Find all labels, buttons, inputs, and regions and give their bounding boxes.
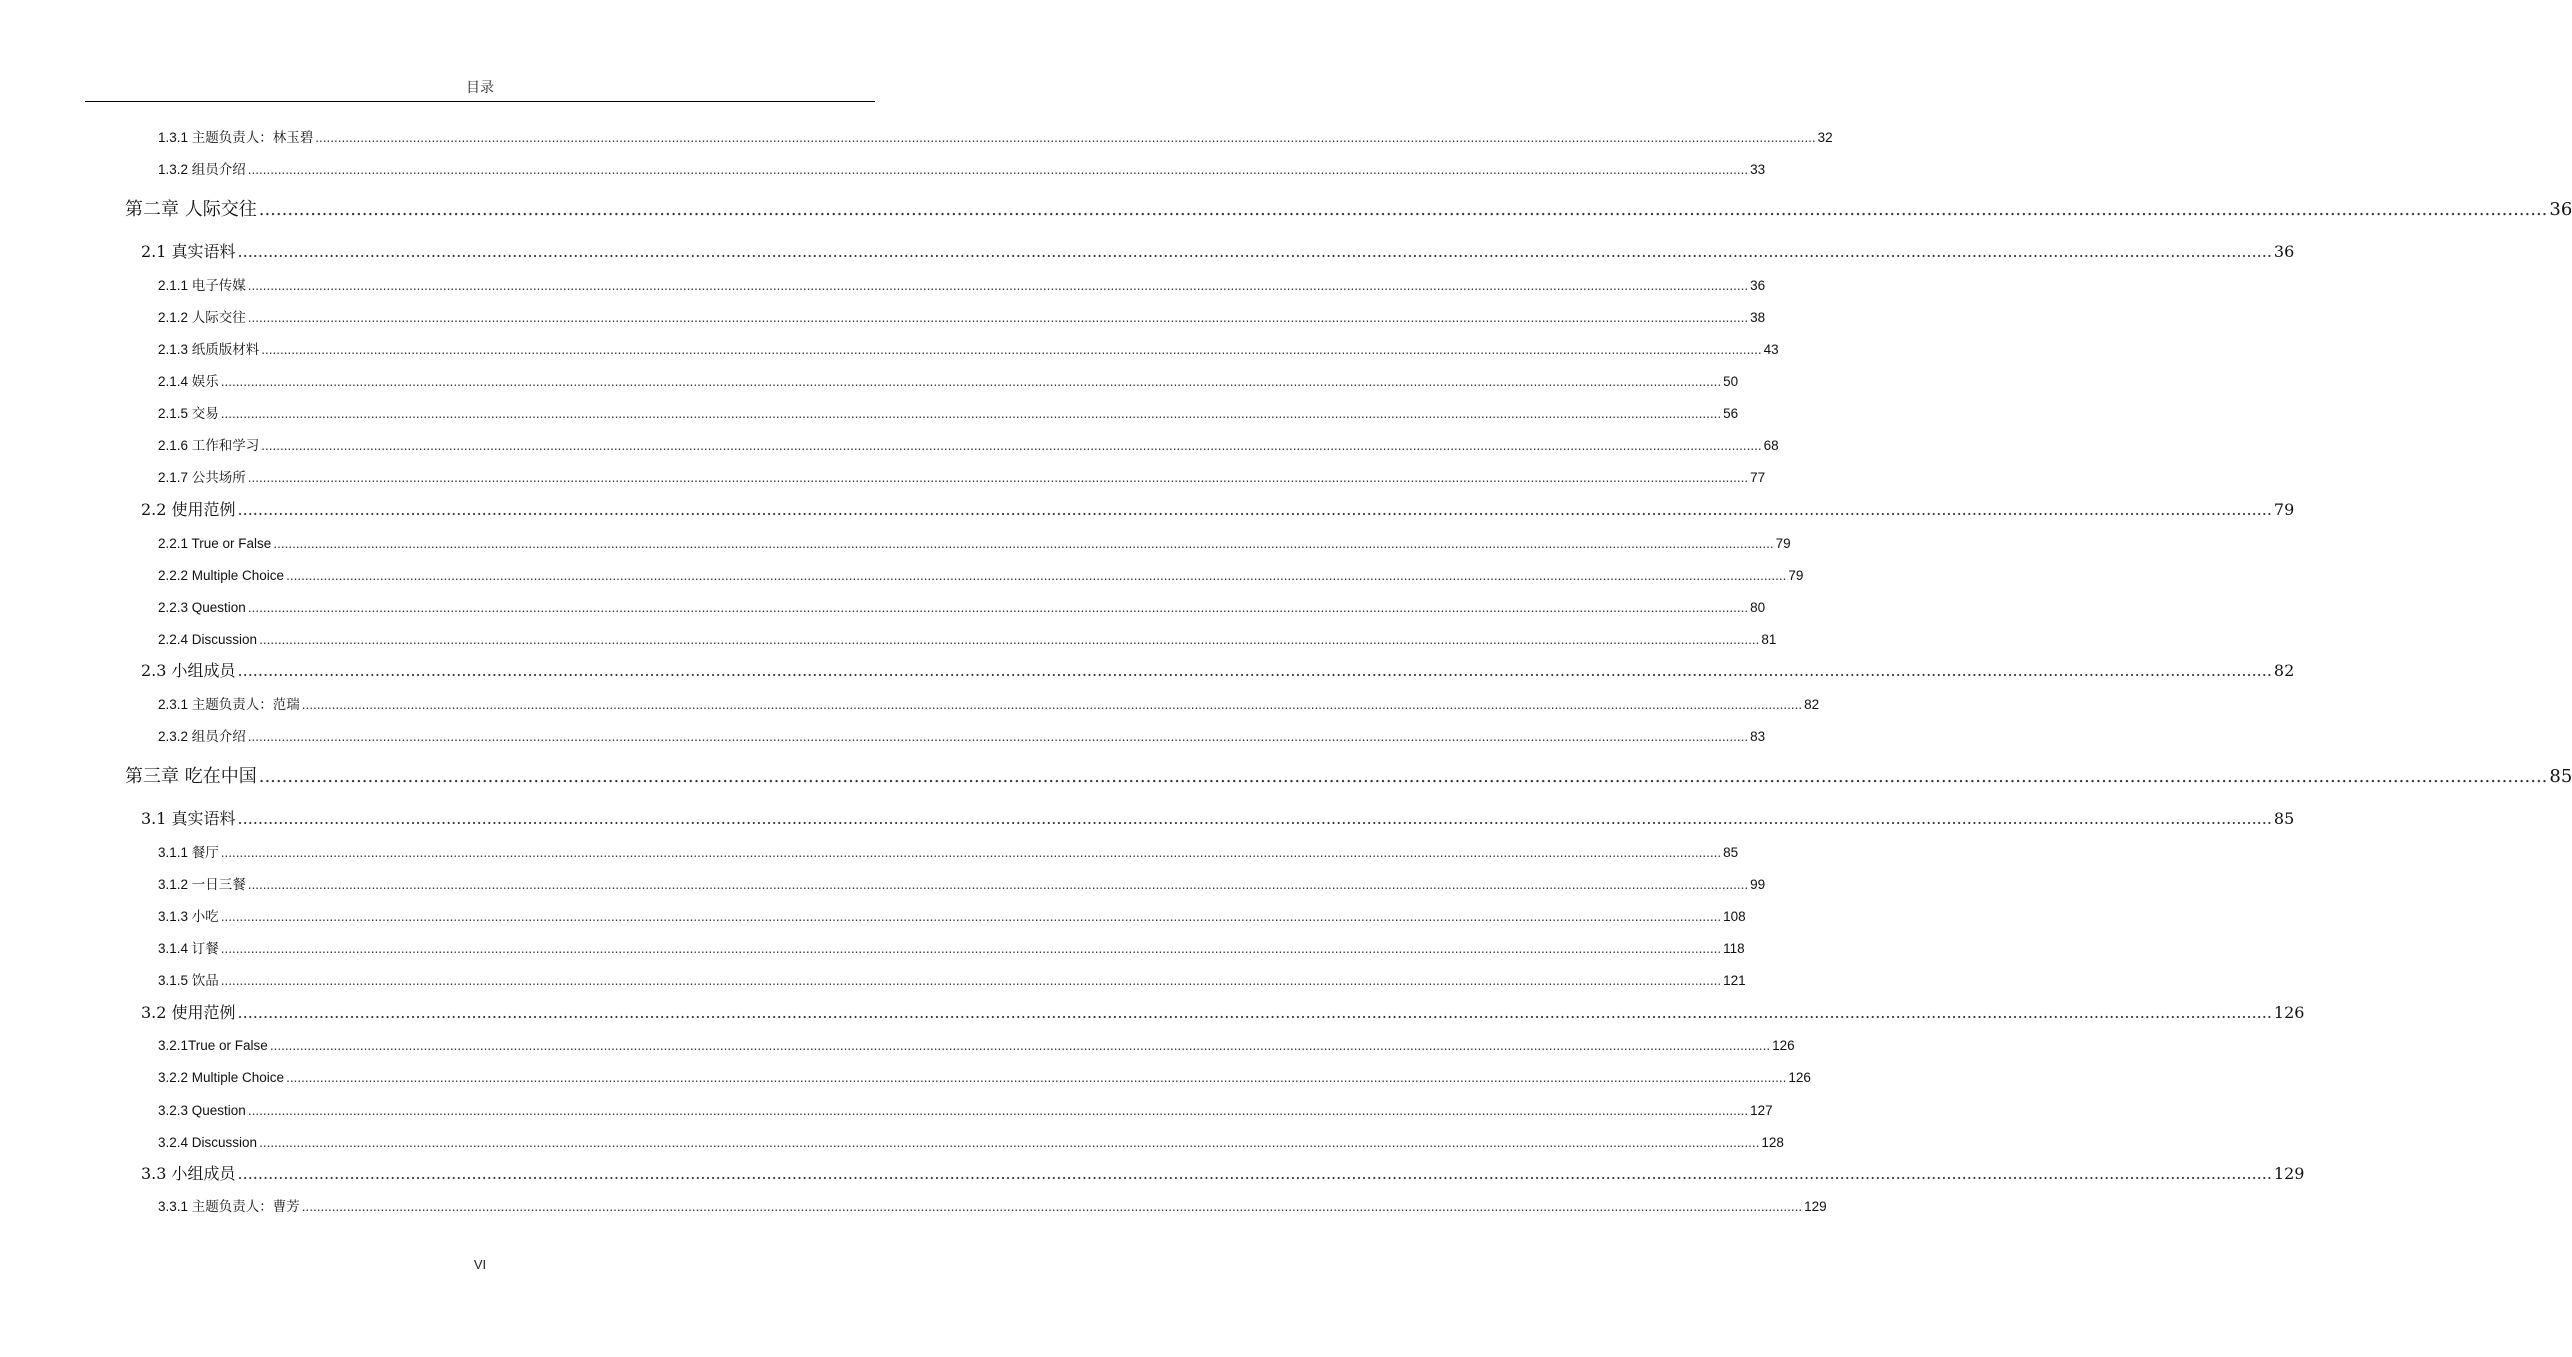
toc-entry-title: 3.1.5 饮品 <box>158 973 219 988</box>
toc-entry[interactable] <box>158 875 1766 895</box>
toc-entry[interactable] <box>158 566 1804 586</box>
toc-dot-leader: ................................................................................................................................................................................................................................................................................................................................................................................................................ <box>247 1103 1749 1118</box>
toc-entry-title: 2.2.2 Multiple Choice <box>158 568 285 583</box>
toc-entry-page: 118 <box>1723 941 1745 956</box>
toc-entry-title: 2.1.2 人际交往 <box>158 310 246 325</box>
toc-entry-page: 79 <box>2273 500 2295 519</box>
toc-dot-leader: ................................................................................................................................................................................................................................................................................................................................................................................................................ <box>237 500 2272 519</box>
toc-entry[interactable] <box>125 197 2572 223</box>
toc-dot-leader: ................................................................................................................................................................................................................................................................................................................................................................................................................ <box>261 342 1762 357</box>
toc-entry-page: 38 <box>1750 310 1766 325</box>
toc-dot-leader: ................................................................................................................................................................................................................................................................................................................................................................................................................ <box>269 1038 1771 1053</box>
toc-entry-title: 2.3 小组成员 <box>141 661 236 680</box>
toc-entry[interactable] <box>141 660 2295 682</box>
toc-entry[interactable] <box>158 843 1739 863</box>
toc-entry[interactable] <box>158 598 1766 618</box>
toc-dot-leader: ................................................................................................................................................................................................................................................................................................................................................................................................................ <box>237 1003 2272 1022</box>
toc-entry-title: 2.1.7 公共场所 <box>158 470 246 485</box>
toc-entry-page: 108 <box>1723 909 1746 924</box>
toc-entry-page: 83 <box>1750 729 1766 744</box>
toc-entry-page: 126 <box>1788 1070 1811 1085</box>
toc-entry-title: 3.2.1True or False <box>158 1038 268 1053</box>
toc-dot-leader: ................................................................................................................................................................................................................................................................................................................................................................................................................ <box>247 877 1749 892</box>
toc-dot-leader: ................................................................................................................................................................................................................................................................................................................................................................................................................ <box>258 766 2548 787</box>
toc-entry-title: 2.1.5 交易 <box>158 406 219 421</box>
toc-dot-leader: ................................................................................................................................................................................................................................................................................................................................................................................................................ <box>220 973 1722 988</box>
toc-dot-leader: ................................................................................................................................................................................................................................................................................................................................................................................................................ <box>259 1135 1760 1150</box>
toc-entry[interactable] <box>158 372 1739 392</box>
toc-entry[interactable] <box>158 160 1766 180</box>
toc-dot-leader: ................................................................................................................................................................................................................................................................................................................................................................................................................ <box>247 310 1749 325</box>
toc-entry-title: 2.2.4 Discussion <box>158 632 258 647</box>
toc-entry[interactable] <box>158 1197 1827 1217</box>
toc-dot-leader: ................................................................................................................................................................................................................................................................................................................................................................................................................ <box>259 632 1760 647</box>
toc-entry-title: 2.1.3 纸质版材料 <box>158 342 260 357</box>
toc-entry-page: 85 <box>2549 766 2572 787</box>
toc-entry-title: 3.1.1 餐厅 <box>158 845 219 860</box>
toc-dot-leader: ................................................................................................................................................................................................................................................................................................................................................................................................................ <box>237 809 2272 828</box>
toc-entry-title: 3.2.3 Question <box>158 1103 246 1118</box>
toc-entry-page: 33 <box>1750 162 1766 177</box>
toc-dot-leader: ................................................................................................................................................................................................................................................................................................................................................................................................................ <box>247 278 1749 293</box>
toc-entry-page: 81 <box>1761 632 1777 647</box>
toc-entry[interactable] <box>158 1068 1811 1088</box>
toc-entry-title: 3.3.1 主题负责人：曹芳 <box>158 1199 300 1214</box>
toc-dot-leader: ................................................................................................................................................................................................................................................................................................................................................................................................................ <box>220 845 1722 860</box>
toc-dot-leader: ................................................................................................................................................................................................................................................................................................................................................................................................................ <box>286 1070 1787 1085</box>
toc-entry-title: 2.1.4 娱乐 <box>158 374 219 389</box>
toc-entry-page: 79 <box>1775 536 1791 551</box>
toc-entry-page: 36 <box>1750 278 1766 293</box>
toc-entry-title: 3.2 使用范例 <box>141 1003 236 1022</box>
toc-entry-title: 2.1.1 电子传媒 <box>158 278 246 293</box>
toc-entry[interactable] <box>158 695 1820 715</box>
toc-entry-page: 85 <box>1723 845 1739 860</box>
toc-entry-title: 2.1 真实语料 <box>141 242 236 261</box>
toc-dot-leader: ................................................................................................................................................................................................................................................................................................................................................................................................................ <box>286 568 1787 583</box>
toc-dot-leader: ................................................................................................................................................................................................................................................................................................................................................................................................................ <box>258 199 2548 220</box>
toc-entry-page: 36 <box>2549 199 2572 220</box>
toc-entry[interactable] <box>125 764 2572 790</box>
toc-entry-page: 68 <box>1763 438 1779 453</box>
toc-entry[interactable] <box>158 404 1739 424</box>
toc-entry-page: 79 <box>1788 568 1804 583</box>
toc-entry[interactable] <box>158 308 1766 328</box>
toc-entry-title: 3.1.4 订餐 <box>158 941 219 956</box>
toc-dot-leader: ................................................................................................................................................................................................................................................................................................................................................................................................................ <box>261 438 1762 453</box>
toc-entry-title: 2.2 使用范例 <box>141 500 236 519</box>
toc-entry-page: 82 <box>1804 697 1820 712</box>
toc-entry-page: 32 <box>1817 130 1833 145</box>
toc-entry[interactable] <box>158 630 1777 650</box>
toc-entry-title: 3.1.3 小吃 <box>158 909 219 924</box>
toc-dot-leader: ................................................................................................................................................................................................................................................................................................................................................................................................................ <box>247 470 1749 485</box>
toc-entry-title: 1.3.2 组员介绍 <box>158 162 246 177</box>
toc-entry-title: 3.2.4 Discussion <box>158 1135 258 1150</box>
toc-entry-page: 121 <box>1723 973 1746 988</box>
toc-dot-leader: ................................................................................................................................................................................................................................................................................................................................................................................................................ <box>237 1164 2272 1183</box>
toc-dot-leader: ................................................................................................................................................................................................................................................................................................................................................................................................................ <box>247 162 1749 177</box>
toc-entry-page: 126 <box>1772 1038 1795 1053</box>
toc-entry[interactable] <box>158 727 1766 747</box>
toc-entry-page: 77 <box>1750 470 1766 485</box>
toc-entry[interactable] <box>158 276 1766 296</box>
toc-entry-title: 第三章 吃在中国 <box>125 766 257 787</box>
toc-entry-title: 2.1.6 工作和学习 <box>158 438 260 453</box>
toc-entry-page: 80 <box>1750 600 1766 615</box>
toc-dot-leader: ................................................................................................................................................................................................................................................................................................................................................................................................................ <box>220 941 1722 956</box>
toc-dot-leader: ................................................................................................................................................................................................................................................................................................................................................................................................................ <box>247 600 1749 615</box>
toc-entry[interactable] <box>158 1101 1773 1121</box>
toc-entry-page: 126 <box>2273 1003 2305 1022</box>
toc-dot-leader: ................................................................................................................................................................................................................................................................................................................................................................................................................ <box>237 661 2272 680</box>
toc-entry-page: 43 <box>1763 342 1779 357</box>
toc-dot-leader: ................................................................................................................................................................................................................................................................................................................................................................................................................ <box>237 242 2272 261</box>
toc-entry-page: 85 <box>2273 809 2295 828</box>
toc-entry[interactable] <box>158 907 1746 927</box>
toc-entry-title: 2.3.1 主题负责人：范瑞 <box>158 697 300 712</box>
toc-entry[interactable] <box>141 1163 2305 1185</box>
toc-entry-page: 50 <box>1723 374 1739 389</box>
toc-entry-page: 129 <box>2273 1164 2305 1183</box>
toc-entry[interactable] <box>158 1036 1795 1056</box>
toc-entry[interactable] <box>141 241 2295 263</box>
toc-entry-page: 129 <box>1804 1199 1827 1214</box>
toc-entry-title: 1.3.1 主题负责人：林玉碧 <box>158 130 314 145</box>
toc-entry-page: 82 <box>2273 661 2295 680</box>
toc-entry-title: 3.1.2 一日三餐 <box>158 877 246 892</box>
header-divider <box>85 101 875 102</box>
toc-entry-page: 128 <box>1761 1135 1784 1150</box>
toc-dot-leader: ................................................................................................................................................................................................................................................................................................................................................................................................................ <box>301 697 1803 712</box>
toc-entry-title: 3.2.2 Multiple Choice <box>158 1070 285 1085</box>
toc-entry[interactable] <box>158 971 1746 991</box>
toc-entry-page: 56 <box>1723 406 1739 421</box>
toc-dot-leader: ................................................................................................................................................................................................................................................................................................................................................................................................................ <box>247 729 1749 744</box>
toc-entry-title: 2.2.1 True or False <box>158 536 272 551</box>
toc-entry-title: 2.3.2 组员介绍 <box>158 729 246 744</box>
toc-entry[interactable] <box>141 808 2295 830</box>
toc-entry[interactable] <box>158 468 1766 488</box>
toc-entry[interactable] <box>158 128 1833 148</box>
toc-entry-page: 99 <box>1750 877 1766 892</box>
toc-dot-leader: ................................................................................................................................................................................................................................................................................................................................................................................................................ <box>220 406 1722 421</box>
toc-dot-leader: ................................................................................................................................................................................................................................................................................................................................................................................................................ <box>273 536 1774 551</box>
toc-entry-title: 3.3 小组成员 <box>141 1164 236 1183</box>
toc-dot-leader: ................................................................................................................................................................................................................................................................................................................................................................................................................ <box>220 374 1722 389</box>
toc-entry[interactable] <box>158 340 1779 360</box>
toc-entry[interactable] <box>141 499 2295 521</box>
toc-entry[interactable] <box>158 1133 1784 1153</box>
page-header-title: 目录 <box>466 80 494 96</box>
toc-entry[interactable] <box>158 436 1779 456</box>
toc-dot-leader: ................................................................................................................................................................................................................................................................................................................................................................................................................ <box>220 909 1722 924</box>
toc-entry[interactable] <box>158 939 1745 959</box>
toc-entry[interactable] <box>158 534 1791 554</box>
toc-entry-title: 第二章 人际交往 <box>125 199 257 220</box>
toc-dot-leader: ................................................................................................................................................................................................................................................................................................................................................................................................................ <box>315 130 1816 145</box>
toc-entry-title: 3.1 真实语料 <box>141 809 236 828</box>
toc-entry[interactable] <box>141 1002 2305 1024</box>
toc-entry-title: 2.2.3 Question <box>158 600 246 615</box>
toc-dot-leader: ................................................................................................................................................................................................................................................................................................................................................................................................................ <box>301 1199 1803 1214</box>
toc-entry-page: 127 <box>1750 1103 1773 1118</box>
page-number: VI <box>473 1257 487 1272</box>
toc-entry-page: 36 <box>2273 242 2295 261</box>
